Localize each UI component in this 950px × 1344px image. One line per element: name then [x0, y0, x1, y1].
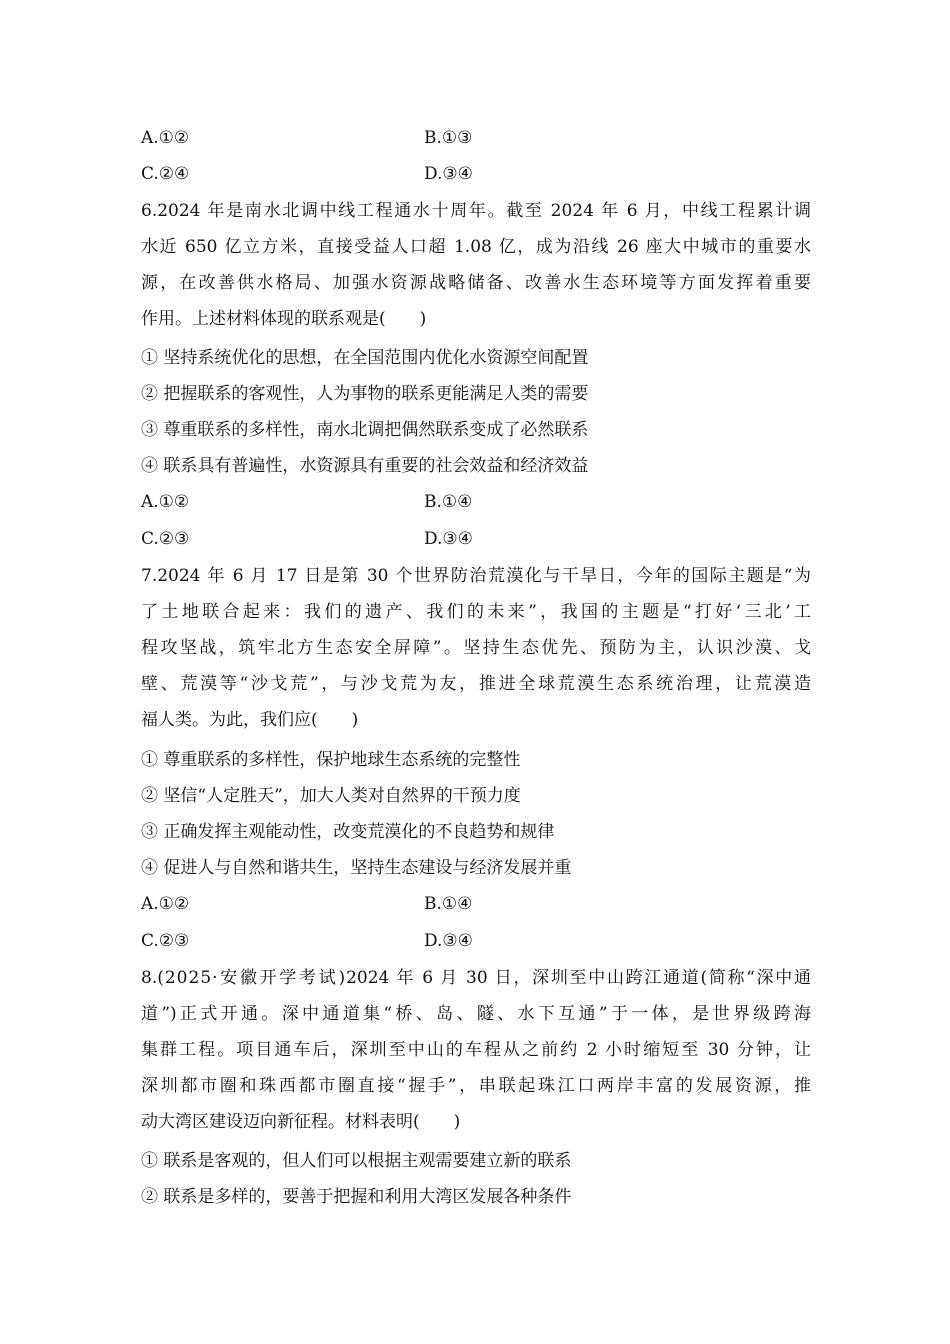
q8-stem-first-line [141, 966, 811, 990]
q7-option-c: C.②③ [141, 931, 190, 951]
q6-option-b: B.①④ [424, 492, 473, 512]
q6-item-2: ② 把握联系的客观性，人为事物的联系更能满足人类的需要 [141, 384, 589, 404]
q6-option-c: C.②③ [141, 529, 190, 549]
q6-item-4: ④ 联系具有普遍性，水资源具有重要的社会效益和经济效益 [141, 456, 589, 476]
q6-item-1: ① 坚持系统优化的思想，在全国范围内优化水资源空间配置 [141, 348, 589, 368]
q7-option-d: D.③④ [424, 931, 473, 951]
q6-stem-line: 作用。上述材料体现的联系观是( ) [141, 309, 427, 329]
q6-stem-line: 源，在改善供水格局、加强水资源战略储备、改善水生态环境等方面发挥着重要 [141, 273, 811, 293]
q7-option-a: A.①② [141, 894, 190, 914]
q8-item-1: ① 联系是客观的，但人们可以根据主观需要建立新的联系 [141, 1151, 572, 1171]
q5-option-d: D.③④ [424, 164, 473, 184]
q6-option-d: D.③④ [424, 529, 473, 549]
q7-stem-line: 福人类。为此，我们应( ) [141, 710, 359, 730]
q7-stem-line: 7.2024 年 6 月 17 日是第 30 个世界防治荒漠化与干旱日，今年的国际主题是“为 [141, 566, 811, 586]
q8-stem-line: 集群工程。项目通车后，深圳至中山的车程从之前约 2 小时缩短至 30 分钟，让 [141, 1040, 811, 1060]
q6-item-3: ③ 尊重联系的多样性，南水北调把偶然联系变成了必然联系 [141, 420, 589, 440]
q8-item-2: ② 联系是多样的，要善于把握和利用大湾区发展各种条件 [141, 1187, 572, 1207]
q7-stem-line: 程攻坚战，筑牢北方生态安全屏障”。坚持生态优先、预防为主，认识沙漠、戈 [141, 638, 811, 658]
q6-option-a: A.①② [141, 492, 190, 512]
q7-item-3: ③ 正确发挥主观能动性，改变荒漠化的不良趋势和规律 [141, 822, 555, 842]
q7-stem-line: 壁、荒漠等“沙戈荒”，与沙戈荒为友，推进全球荒漠生态系统治理，让荒漠造 [141, 674, 811, 694]
q5-option-c: C.②④ [141, 164, 190, 184]
q5-option-a: A.①② [141, 128, 190, 148]
q7-option-b: B.①④ [424, 894, 473, 914]
q7-item-2: ② 坚信“人定胜天”，加大人类对自然界的干预力度 [141, 786, 521, 806]
q7-item-4: ④ 促进人与自然和谐共生，坚持生态建设与经济发展并重 [141, 858, 572, 878]
q8-stem-line: 深圳都市圈和珠西都市圈直接“握手”，串联起珠江口两岸丰富的发展资源，推 [141, 1076, 811, 1096]
q6-stem-line: 水近 650 亿立方米，直接受益人口超 1.08 亿，成为沿线 26 座大中城市的重要水 [141, 237, 811, 257]
q7-item-1: ① 尊重联系的多样性，保护地球生态系统的完整性 [141, 750, 521, 770]
q8-stem-start: 2024 年 6 月 30 日，深圳至中山跨江通道(简称“深中通 [346, 968, 811, 988]
q8-number: 8. [141, 968, 158, 988]
q7-stem-line: 了土地联合起来：我们的遗产、我们的未来”，我国的主题是“打好‘三北’工 [141, 602, 811, 622]
q8-source-tag: (2025·安徽开学考试) [157, 968, 347, 988]
q8-stem-line: 动大湾区建设迈向新征程。材料表明( ) [141, 1112, 461, 1132]
q6-stem-line: 6.2024 年是南水北调中线工程通水十周年。截至 2024 年 6 月，中线工程累计调 [141, 201, 811, 221]
q8-stem-line: 道”)正式开通。深中通道集“桥、岛、隧、水下互通”于一体，是世界级跨海 [141, 1004, 811, 1024]
q5-option-b: B.①③ [424, 128, 473, 148]
